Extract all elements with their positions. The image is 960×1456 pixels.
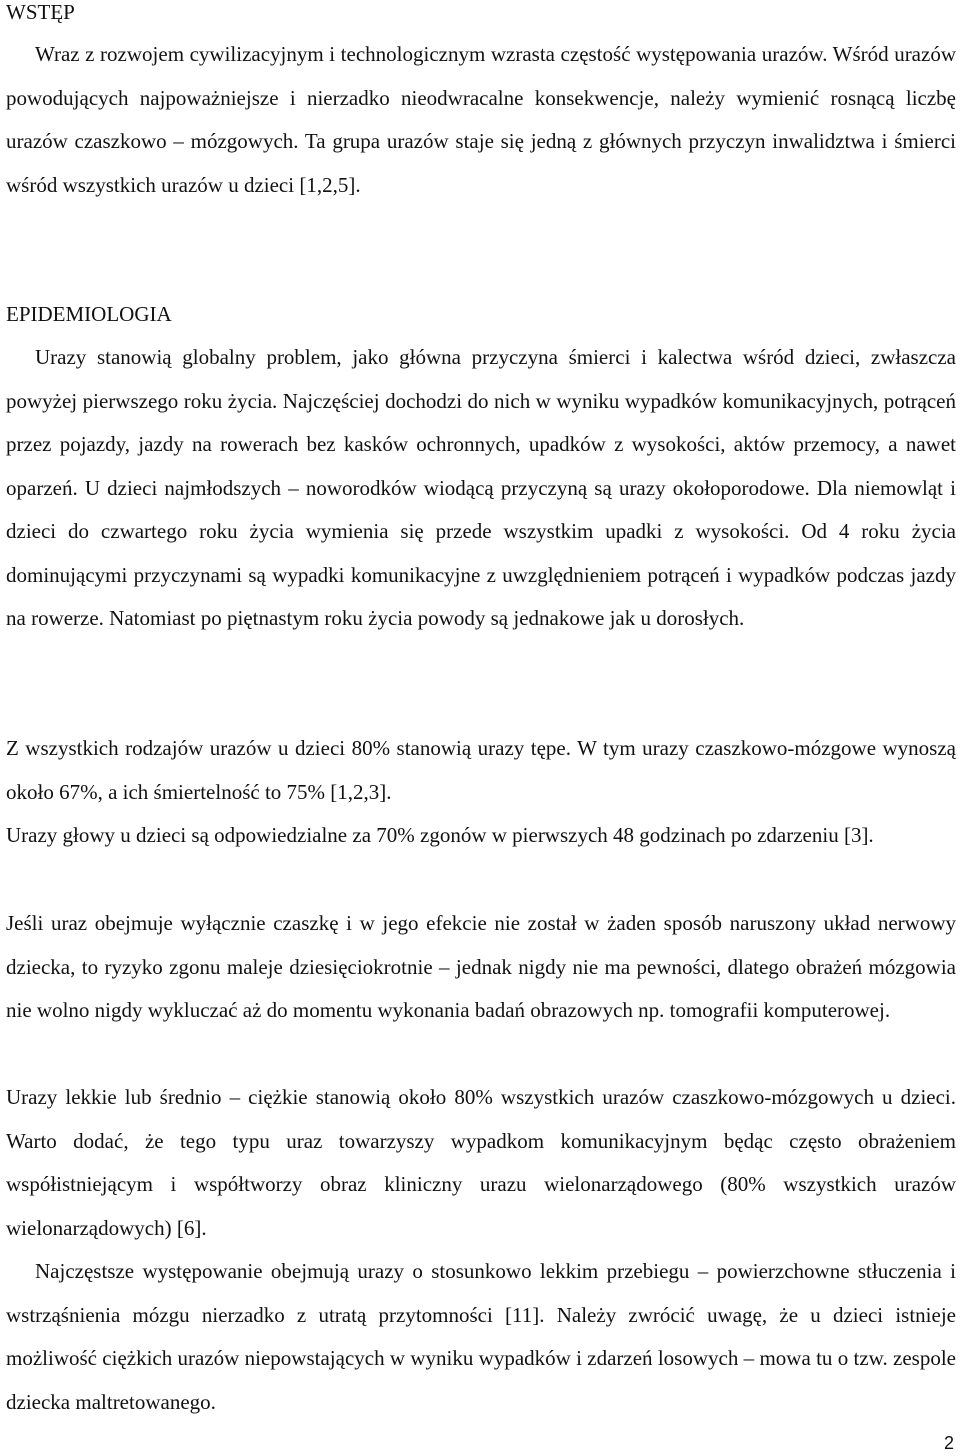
paragraph-mild-moderate: Urazy lekkie lub średnio – ciężkie stanowią około 80% wszystkich urazów czaszkowo-mózgowych u dzieci. Warto dodać, że tego typu uraz towarzyszy wypadkom komunikacyjnym będąc często obrażeniem współistniejącym i współtworzy obraz kliniczny urazu wielonarządowego (80% wszystkich urazów wielonarządowych) [6]. [6,1085,956,1240]
paragraph-epidemiology-causes: Urazy stanowią globalny problem, jako główna przyczyna śmierci i kalectwa wśród dzieci, zwłaszcza powyżej pierwszego roku życia. Najczęściej dochodzi do nich w wyniku wypadków komunikacyjnych, potrąceń przez pojazdy, jazdy na rowerach bez kasków ochronnych, upadków z wysokości, aktów przemocy, a nawet oparzeń. U dzieci najmłodszych – noworodków wiodącą przyczyną są urazy okołoporodowe. Dla niemowląt i dzieci do czwartego roku życia wymienia się przede wszystkim upadki z wysokości. Od 4 roku życia dominującymi przyczynami są wypadki komunikacyjne z uwzględnieniem potrąceń i wypadków podczas jazdy na rowerze. Natomiast po piętnastym roku życia powody są jednakowe jak u dorosłych. [6,345,956,630]
paragraph-intro: Wraz z rozwojem cywilizacyjnym i technologicznym wzrasta częstość występowania urazów. Wśród urazów powodujących najpoważniejsze i nierzadko nieodwracalne konsekwencje, należy wymienić rosnącą liczbę urazów czaszkowo – mózgowych. Ta grupa urazów staje się jedną z głównych przyczyn inwalidztwa i śmierci wśród wszystkich urazów u dzieci [1,2,5]. [6,42,956,197]
page-number: 2 [943,1433,954,1453]
section-heading-epidemiologia: EPIDEMIOLOGIA [6,302,172,326]
paragraph-common-occurrence: Najczęstsze występowanie obejmują urazy o stosunkowo lekkim przebiegu – powierzchowne stłuczenia i wstrząśnienia mózgu nierzadko z utratą przytomności [11]. Należy zwrócić uwagę, że u dzieci istnieje możliwość ciężkich urazów niepowstających w wyniku wypadków i zdarzeń losowych – mowa tu o tzw. zespole dziecka maltretowanego. [6,1259,956,1414]
section-heading-wstep: WSTĘP [6,0,75,24]
paragraph-blunt-trauma: Z wszystkich rodzajów urazów u dzieci 80% stanowią urazy tępe. W tym urazy czaszkowo-mózgowe wynoszą około 67%, a ich śmiertelność to 75% [1,2,3]. [6,736,956,804]
paragraph-skull-injury: Jeśli uraz obejmuje wyłącznie czaszkę i w jego efekcie nie został w żaden sposób naruszony układ nerwowy dziecka, to ryzyko zgonu maleje dziesięciokrotnie – jednak nigdy nie ma pewności, dlatego obrażeń mózgowia nie wolno nigdy wykluczać aż do momentu wykonania badań obrazowych np. tomografii komputerowej. [6,911,956,1022]
paragraph-head-injury-deaths: Urazy głowy u dzieci są odpowiedzialne za 70% zgonów w pierwszych 48 godzinach po zdarzeniu [3]. [6,823,874,847]
